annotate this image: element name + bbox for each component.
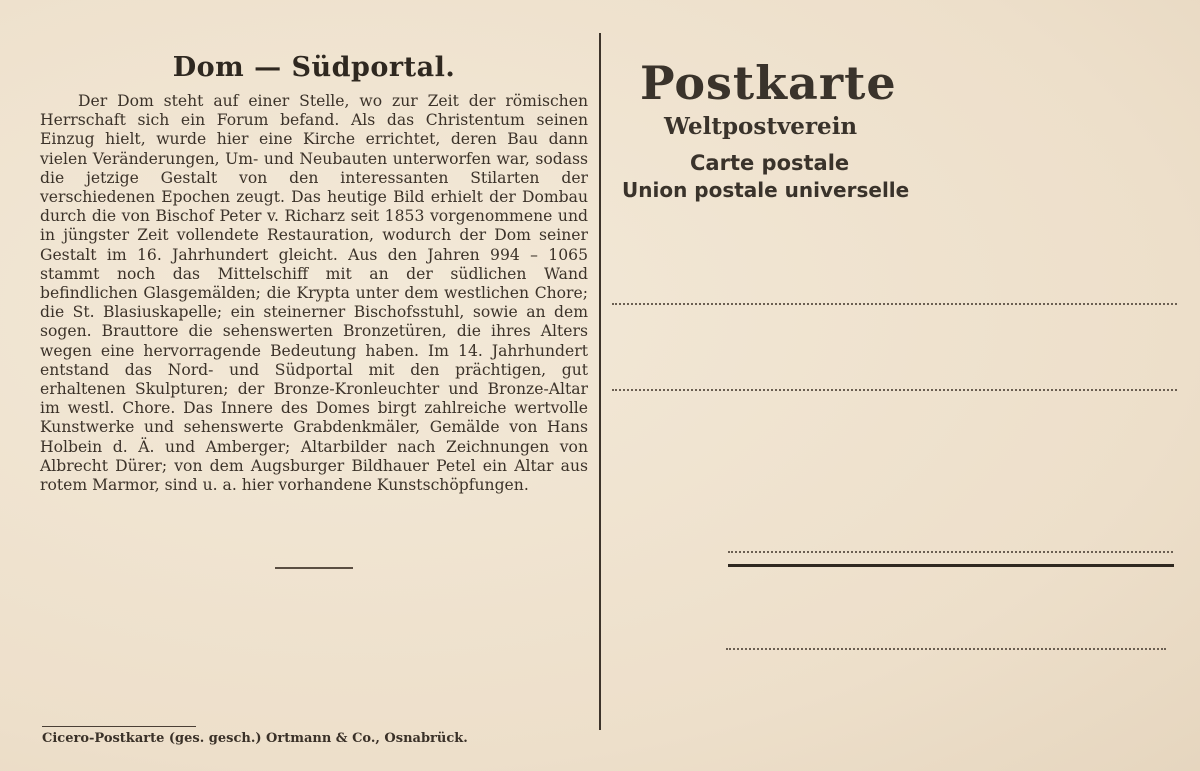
- text-end-rule: [275, 567, 353, 569]
- weltpostverein-label: Weltpostverein: [664, 113, 858, 140]
- carte-postale-label: Carte postale: [690, 151, 850, 175]
- description-text: Der Dom steht auf einer Stelle, wo zur Zeit der römischen Herrschaft sich ein Forum befand. Als das Christentum seinen Einzug hielt, wurde hier eine Kirche errichtet, deren Bau dann vielen Veränderungen, Um- und Neubauten unterworfen war, sodass die jetzige Gestalt von den interessanten Stilarten der verschiedenen Epochen zeugt. Das heutige Bild erhielt der Dombau durch die von Bischof Peter v. Richarz seit 1853 vorgenommene und in jüngster Zeit vollendete Restauration, wodurch der Dom seiner Gestalt im 16. Jahrhundert gleicht. Aus den Jahren 994 – 1065 stammt noch das Mittelschiff mit an der südlichen Wand befindlichen Glasgemälden; die Krypta unter dem westlichen Chore; die St. Blasiuskapelle; ein steinerner Bischofsstuhl, sowie an dem sogen. Brauttore die sehenswerten Bronzetüren, die ihres Alters wegen eine hervorragende Bedeutung haben. Im 14. Jahrhundert entstand das Nord- und Südportal mit den prächtigen, gut erhaltenen Skulpturen; der Bronze-Kronleuchter und Bronze-Altar im westl. Chore. Das Innere des Domes birgt zahlreiche wertvolle Kunstwerke und sehenswerte Grabdenkmäler, Gemälde von Hans Holbein d. Ä. und Amberger; Altarbilder nach Zeichnungen von Albrecht Dürer; von dem Augsburger Bildhauer Petel ein Altar aus rotem Marmor, sind u. a. hier vorhandene Kunstschöpfungen.: [40, 92, 588, 495]
- center-divider: [599, 33, 601, 730]
- footer-rule: [42, 726, 196, 727]
- card-title: Dom — Südportal.: [172, 52, 456, 83]
- union-postale-label: Union postale universelle: [622, 178, 910, 202]
- postkarte-heading: Postkarte: [640, 56, 897, 110]
- publisher-footer: Cicero-Postkarte (ges. gesch.) Ortmann & Co., Osnabrück.: [42, 731, 468, 746]
- address-line-1: [612, 303, 1177, 305]
- address-line-4: [726, 648, 1166, 650]
- address-line-2: [612, 389, 1177, 391]
- address-line-underline: [728, 564, 1174, 567]
- address-line-3: [728, 551, 1173, 553]
